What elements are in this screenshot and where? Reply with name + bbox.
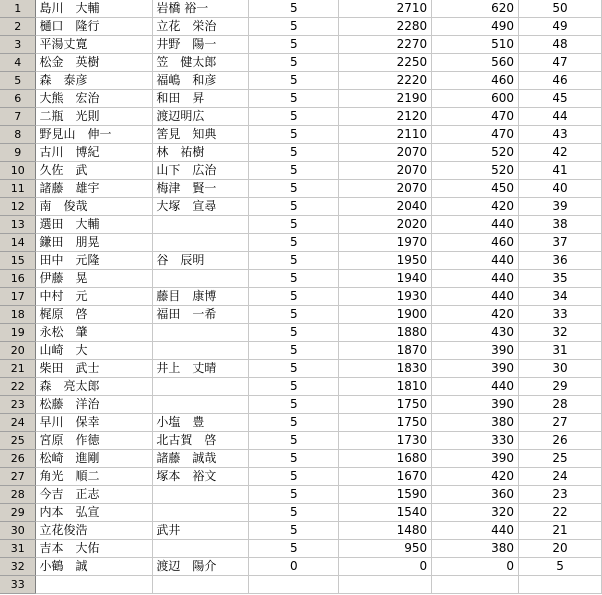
row-header[interactable]: 31 — [0, 540, 36, 558]
cell-player-1[interactable]: 諸藤 雄宇 — [36, 180, 153, 198]
cell-player-2[interactable] — [153, 216, 249, 234]
cell-score[interactable]: 1540 — [339, 504, 432, 522]
row-header[interactable]: 18 — [0, 306, 36, 324]
cell-player-2[interactable]: 山下 広治 — [153, 162, 249, 180]
table-row — [0, 468, 602, 486]
row-header[interactable]: 3 — [0, 36, 36, 54]
cell-player-1[interactable]: 宮原 作徳 — [36, 432, 153, 450]
row-header[interactable]: 8 — [0, 126, 36, 144]
cell-sub-score[interactable]: 390 — [432, 360, 519, 378]
cell-score[interactable]: 1870 — [339, 342, 432, 360]
row-header[interactable]: 23 — [0, 396, 36, 414]
table-row — [0, 72, 602, 90]
cell-count[interactable]: 5 — [249, 234, 339, 252]
cell-count[interactable]: 0 — [249, 558, 339, 576]
cell-player-2[interactable] — [153, 378, 249, 396]
cell-sub-score[interactable]: 440 — [432, 522, 519, 540]
cell-count[interactable]: 5 — [249, 486, 339, 504]
cell-player-2[interactable]: 梅津 賢一 — [153, 180, 249, 198]
cell-sub-score[interactable]: 390 — [432, 396, 519, 414]
row-header[interactable]: 19 — [0, 324, 36, 342]
cell-sub-score[interactable]: 430 — [432, 324, 519, 342]
row-header[interactable]: 16 — [0, 270, 36, 288]
cell-player-2[interactable] — [153, 270, 249, 288]
cell-count[interactable]: 5 — [249, 342, 339, 360]
cell-player-2[interactable] — [153, 396, 249, 414]
cell-player-2[interactable]: 井上 丈晴 — [153, 360, 249, 378]
cell-points[interactable]: 28 — [519, 396, 602, 414]
cell-player-1[interactable]: 角光 順二 — [36, 468, 153, 486]
row-header[interactable]: 24 — [0, 414, 36, 432]
cell-player-1[interactable]: 吉本 大佑 — [36, 540, 153, 558]
cell-score[interactable]: 1950 — [339, 252, 432, 270]
table-row — [0, 414, 602, 432]
cell-player-1[interactable]: 平湯丈寛 — [36, 36, 153, 54]
cell-player-1[interactable]: 森 亮太郎 — [36, 378, 153, 396]
cell-count[interactable]: 5 — [249, 108, 339, 126]
cell-sub-score[interactable]: 560 — [432, 54, 519, 72]
cell-count[interactable]: 5 — [249, 324, 339, 342]
cell-player-1[interactable]: 柴田 武士 — [36, 360, 153, 378]
row-header[interactable]: 13 — [0, 216, 36, 234]
cell-sub-score[interactable]: 510 — [432, 36, 519, 54]
row-header[interactable]: 10 — [0, 162, 36, 180]
cell-player-1[interactable]: 鎌田 朋晃 — [36, 234, 153, 252]
cell-sub-score[interactable]: 440 — [432, 378, 519, 396]
cell-points[interactable]: 27 — [519, 414, 602, 432]
cell-sub-score[interactable]: 440 — [432, 288, 519, 306]
cell-score[interactable]: 1730 — [339, 432, 432, 450]
row-header[interactable]: 30 — [0, 522, 36, 540]
table-row — [0, 432, 602, 450]
cell-score[interactable]: 2120 — [339, 108, 432, 126]
cell-player-1[interactable]: 立花俊浩 — [36, 522, 153, 540]
cell-count[interactable]: 5 — [249, 72, 339, 90]
cell-score[interactable]: 1750 — [339, 396, 432, 414]
cell-count[interactable]: 5 — [249, 504, 339, 522]
cell-count[interactable]: 5 — [249, 144, 339, 162]
cell-player-1[interactable]: 森 泰彦 — [36, 72, 153, 90]
cell-player-2[interactable]: 福田 一希 — [153, 306, 249, 324]
cell-player-1[interactable]: 古川 博紀 — [36, 144, 153, 162]
cell-player-2[interactable]: 井野 陽一 — [153, 36, 249, 54]
cell-count[interactable]: 5 — [249, 216, 339, 234]
cell-count[interactable]: 5 — [249, 432, 339, 450]
cell-points[interactable]: 33 — [519, 306, 602, 324]
cell-player-1[interactable]: 早川 保幸 — [36, 414, 153, 432]
cell-player-2[interactable]: 笠 健太郎 — [153, 54, 249, 72]
cell-player-1[interactable]: 南 俊哉 — [36, 198, 153, 216]
cell-score[interactable]: 2220 — [339, 72, 432, 90]
row-header[interactable]: 1 — [0, 0, 36, 18]
table-row-empty — [0, 576, 602, 594]
cell-points[interactable]: 35 — [519, 270, 602, 288]
cell-score[interactable]: 2250 — [339, 54, 432, 72]
cell-player-1[interactable]: 田中 元隆 — [36, 252, 153, 270]
cell-count[interactable]: 5 — [249, 162, 339, 180]
table-row — [0, 36, 602, 54]
empty-cell[interactable] — [339, 576, 432, 594]
table-row — [0, 288, 602, 306]
cell-player-2[interactable] — [153, 234, 249, 252]
cell-player-2[interactable]: 小塩 豊 — [153, 414, 249, 432]
cell-sub-score[interactable]: 330 — [432, 432, 519, 450]
cell-count[interactable]: 5 — [249, 180, 339, 198]
table-row — [0, 216, 602, 234]
cell-player-1[interactable]: 選田 大輔 — [36, 216, 153, 234]
cell-count[interactable]: 5 — [249, 450, 339, 468]
cell-sub-score[interactable]: 320 — [432, 504, 519, 522]
table-row — [0, 54, 602, 72]
cell-player-2[interactable]: 武井 — [153, 522, 249, 540]
table-row — [0, 198, 602, 216]
cell-player-2[interactable]: 諸藤 誠哉 — [153, 450, 249, 468]
row-header[interactable]: 25 — [0, 432, 36, 450]
cell-sub-score[interactable]: 390 — [432, 450, 519, 468]
row-header[interactable]: 15 — [0, 252, 36, 270]
cell-sub-score[interactable]: 420 — [432, 468, 519, 486]
cell-player-2[interactable]: 藤目 康博 — [153, 288, 249, 306]
cell-player-1[interactable]: 松金 英樹 — [36, 54, 153, 72]
cell-points[interactable]: 42 — [519, 144, 602, 162]
cell-player-1[interactable]: 野見山 伸一 — [36, 126, 153, 144]
cell-player-1[interactable]: 伊藤 晃 — [36, 270, 153, 288]
cell-score[interactable]: 2020 — [339, 216, 432, 234]
row-header[interactable]: 11 — [0, 180, 36, 198]
cell-points[interactable]: 50 — [519, 0, 602, 18]
cell-score[interactable]: 0 — [339, 558, 432, 576]
cell-player-2[interactable]: 大塚 宣尋 — [153, 198, 249, 216]
table-row — [0, 162, 602, 180]
cell-player-1[interactable]: 松崎 進剛 — [36, 450, 153, 468]
row-header[interactable]: 33 — [0, 576, 36, 594]
cell-sub-score[interactable]: 440 — [432, 252, 519, 270]
cell-sub-score[interactable]: 520 — [432, 144, 519, 162]
cell-count[interactable]: 5 — [249, 252, 339, 270]
cell-player-2[interactable] — [153, 504, 249, 522]
empty-cell[interactable] — [153, 576, 249, 594]
table-row — [0, 504, 602, 522]
row-header[interactable]: 4 — [0, 54, 36, 72]
table-row — [0, 486, 602, 504]
cell-sub-score[interactable]: 380 — [432, 414, 519, 432]
table-row — [0, 270, 602, 288]
cell-sub-score[interactable]: 460 — [432, 72, 519, 90]
cell-score[interactable]: 1930 — [339, 288, 432, 306]
cell-points[interactable]: 29 — [519, 378, 602, 396]
cell-count[interactable]: 5 — [249, 522, 339, 540]
cell-score[interactable]: 2110 — [339, 126, 432, 144]
cell-score[interactable]: 2280 — [339, 18, 432, 36]
cell-sub-score[interactable]: 620 — [432, 0, 519, 18]
cell-player-1[interactable]: 今吉 正志 — [36, 486, 153, 504]
cell-count[interactable]: 5 — [249, 18, 339, 36]
cell-player-1[interactable]: 梶原 啓 — [36, 306, 153, 324]
cell-points[interactable]: 41 — [519, 162, 602, 180]
cell-player-1[interactable]: 松藤 洋治 — [36, 396, 153, 414]
cell-points[interactable]: 25 — [519, 450, 602, 468]
empty-cell[interactable] — [432, 576, 519, 594]
cell-count[interactable]: 5 — [249, 270, 339, 288]
cell-player-2[interactable] — [153, 324, 249, 342]
row-header[interactable]: 12 — [0, 198, 36, 216]
cell-points[interactable]: 45 — [519, 90, 602, 108]
table-row — [0, 396, 602, 414]
cell-points[interactable]: 48 — [519, 36, 602, 54]
cell-score[interactable]: 2270 — [339, 36, 432, 54]
cell-count[interactable]: 5 — [249, 414, 339, 432]
cell-points[interactable]: 34 — [519, 288, 602, 306]
table-row — [0, 378, 602, 396]
cell-score[interactable]: 1880 — [339, 324, 432, 342]
cell-player-2[interactable]: 筈見 知典 — [153, 126, 249, 144]
table-row — [0, 18, 602, 36]
row-header[interactable]: 20 — [0, 342, 36, 360]
cell-score[interactable]: 2190 — [339, 90, 432, 108]
table-row — [0, 126, 602, 144]
row-header[interactable]: 17 — [0, 288, 36, 306]
cell-sub-score[interactable]: 520 — [432, 162, 519, 180]
cell-count[interactable]: 5 — [249, 378, 339, 396]
cell-count[interactable]: 5 — [249, 306, 339, 324]
row-header[interactable]: 14 — [0, 234, 36, 252]
cell-count[interactable]: 5 — [249, 90, 339, 108]
cell-count[interactable]: 5 — [249, 360, 339, 378]
row-header[interactable]: 2 — [0, 18, 36, 36]
cell-count[interactable]: 5 — [249, 36, 339, 54]
cell-player-1[interactable]: 内本 弘宣 — [36, 504, 153, 522]
cell-count[interactable]: 5 — [249, 288, 339, 306]
cell-points[interactable]: 38 — [519, 216, 602, 234]
table-row — [0, 306, 602, 324]
cell-score[interactable]: 950 — [339, 540, 432, 558]
row-header[interactable]: 5 — [0, 72, 36, 90]
cell-player-1[interactable]: 久佐 武 — [36, 162, 153, 180]
cell-score[interactable]: 2710 — [339, 0, 432, 18]
cell-sub-score[interactable]: 450 — [432, 180, 519, 198]
cell-sub-score[interactable]: 460 — [432, 234, 519, 252]
table-row — [0, 0, 602, 18]
row-header[interactable]: 32 — [0, 558, 36, 576]
cell-count[interactable]: 5 — [249, 396, 339, 414]
empty-cell[interactable] — [36, 576, 153, 594]
cell-score[interactable]: 2070 — [339, 162, 432, 180]
row-header[interactable]: 9 — [0, 144, 36, 162]
row-header[interactable]: 26 — [0, 450, 36, 468]
cell-score[interactable]: 1810 — [339, 378, 432, 396]
table-row — [0, 558, 602, 576]
cell-points[interactable]: 49 — [519, 18, 602, 36]
cell-player-1[interactable]: 中村 元 — [36, 288, 153, 306]
cell-sub-score[interactable]: 470 — [432, 126, 519, 144]
cell-points[interactable]: 5 — [519, 558, 602, 576]
cell-points[interactable]: 22 — [519, 504, 602, 522]
cell-sub-score[interactable]: 440 — [432, 216, 519, 234]
cell-score[interactable]: 1590 — [339, 486, 432, 504]
cell-points[interactable]: 47 — [519, 54, 602, 72]
cell-points[interactable]: 43 — [519, 126, 602, 144]
cell-player-2[interactable]: 塚本 裕文 — [153, 468, 249, 486]
cell-player-1[interactable]: 山崎 大 — [36, 342, 153, 360]
table-row — [0, 522, 602, 540]
cell-points[interactable]: 37 — [519, 234, 602, 252]
cell-sub-score[interactable]: 390 — [432, 342, 519, 360]
cell-player-1[interactable]: 島川 大輔 — [36, 0, 153, 18]
cell-score[interactable]: 1940 — [339, 270, 432, 288]
cell-player-2[interactable]: 福嶋 和彦 — [153, 72, 249, 90]
table-row — [0, 180, 602, 198]
table-row — [0, 360, 602, 378]
cell-points[interactable]: 40 — [519, 180, 602, 198]
cell-player-2[interactable]: 和田 昇 — [153, 90, 249, 108]
table-row — [0, 108, 602, 126]
row-header[interactable]: 22 — [0, 378, 36, 396]
row-header[interactable]: 6 — [0, 90, 36, 108]
cell-points[interactable]: 20 — [519, 540, 602, 558]
cell-score[interactable]: 1750 — [339, 414, 432, 432]
cell-score[interactable]: 2070 — [339, 144, 432, 162]
cell-score[interactable]: 1480 — [339, 522, 432, 540]
cell-score[interactable]: 1680 — [339, 450, 432, 468]
cell-score[interactable]: 2070 — [339, 180, 432, 198]
cell-count[interactable]: 5 — [249, 468, 339, 486]
cell-score[interactable]: 1830 — [339, 360, 432, 378]
cell-sub-score[interactable]: 470 — [432, 108, 519, 126]
cell-sub-score[interactable]: 380 — [432, 540, 519, 558]
empty-cell[interactable] — [249, 576, 339, 594]
cell-points[interactable]: 32 — [519, 324, 602, 342]
cell-player-1[interactable]: 大熊 宏治 — [36, 90, 153, 108]
cell-sub-score[interactable]: 490 — [432, 18, 519, 36]
cell-player-2[interactable] — [153, 342, 249, 360]
row-header[interactable]: 21 — [0, 360, 36, 378]
cell-count[interactable]: 5 — [249, 0, 339, 18]
cell-points[interactable]: 36 — [519, 252, 602, 270]
empty-cell[interactable] — [519, 576, 602, 594]
row-header[interactable]: 28 — [0, 486, 36, 504]
cell-player-1[interactable]: 永松 肇 — [36, 324, 153, 342]
cell-points[interactable]: 39 — [519, 198, 602, 216]
row-header[interactable]: 7 — [0, 108, 36, 126]
cell-player-2[interactable]: 北古賀 啓 — [153, 432, 249, 450]
table-row — [0, 342, 602, 360]
cell-player-1[interactable]: 二瓶 光則 — [36, 108, 153, 126]
cell-player-2[interactable]: 立花 栄治 — [153, 18, 249, 36]
table-row — [0, 252, 602, 270]
cell-sub-score[interactable]: 420 — [432, 198, 519, 216]
cell-player-2[interactable] — [153, 540, 249, 558]
cell-sub-score[interactable]: 360 — [432, 486, 519, 504]
cell-score[interactable]: 2040 — [339, 198, 432, 216]
cell-sub-score[interactable]: 440 — [432, 270, 519, 288]
cell-points[interactable]: 26 — [519, 432, 602, 450]
cell-player-2[interactable]: 渡辺明広 — [153, 108, 249, 126]
row-header[interactable]: 29 — [0, 504, 36, 522]
cell-score[interactable]: 1670 — [339, 468, 432, 486]
cell-player-1[interactable]: 小鶴 誠 — [36, 558, 153, 576]
cell-points[interactable]: 44 — [519, 108, 602, 126]
cell-score[interactable]: 1970 — [339, 234, 432, 252]
row-header[interactable]: 27 — [0, 468, 36, 486]
table-row — [0, 540, 602, 558]
cell-points[interactable]: 30 — [519, 360, 602, 378]
cell-points[interactable]: 21 — [519, 522, 602, 540]
cell-count[interactable]: 5 — [249, 54, 339, 72]
cell-player-1[interactable]: 樋口 隆行 — [36, 18, 153, 36]
cell-player-2[interactable] — [153, 486, 249, 504]
table-row — [0, 234, 602, 252]
table-row — [0, 450, 602, 468]
cell-player-2[interactable]: 岩橋 裕一 — [153, 0, 249, 18]
cell-sub-score[interactable]: 600 — [432, 90, 519, 108]
cell-count[interactable]: 5 — [249, 198, 339, 216]
table-row — [0, 324, 602, 342]
cell-player-2[interactable]: 渡辺 陽介 — [153, 558, 249, 576]
table-row — [0, 90, 602, 108]
cell-score[interactable]: 1900 — [339, 306, 432, 324]
cell-sub-score[interactable]: 420 — [432, 306, 519, 324]
cell-sub-score[interactable]: 0 — [432, 558, 519, 576]
cell-count[interactable]: 5 — [249, 126, 339, 144]
cell-points[interactable]: 24 — [519, 468, 602, 486]
cell-points[interactable]: 31 — [519, 342, 602, 360]
cell-points[interactable]: 46 — [519, 72, 602, 90]
cell-points[interactable]: 23 — [519, 486, 602, 504]
cell-player-2[interactable]: 林 祐樹 — [153, 144, 249, 162]
cell-count[interactable]: 5 — [249, 540, 339, 558]
table-row — [0, 144, 602, 162]
cell-player-2[interactable]: 谷 辰明 — [153, 252, 249, 270]
